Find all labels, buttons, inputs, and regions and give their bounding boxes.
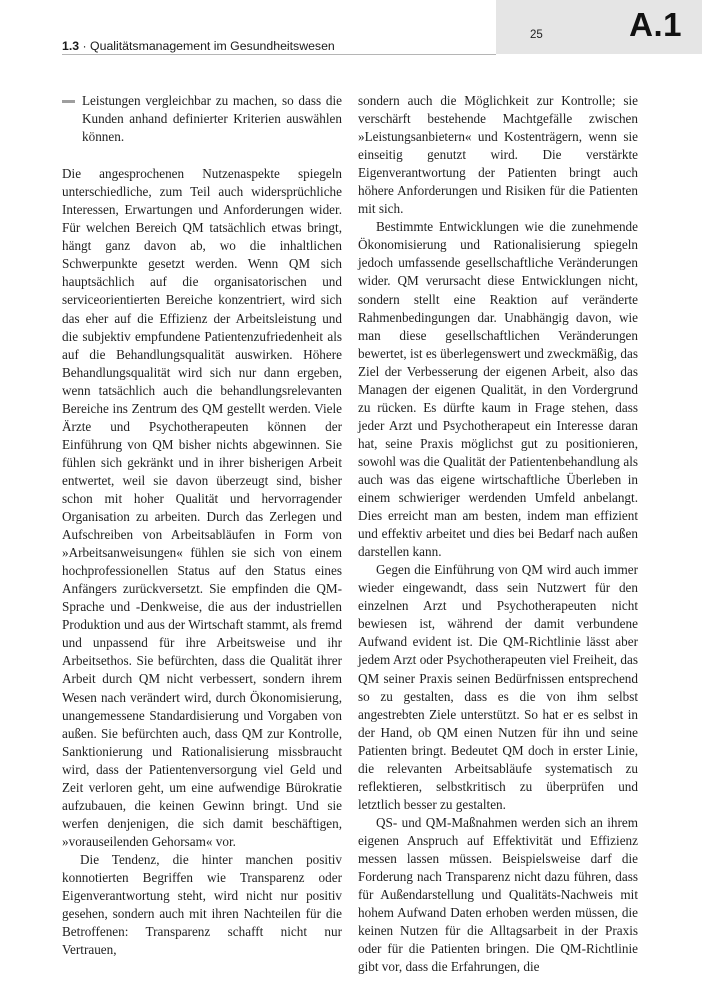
section-number: 1.3 xyxy=(62,39,80,53)
bullet-dash-icon xyxy=(62,100,75,103)
bullet-text: Leistungen vergleichbar zu machen, so dass die Kunden anhand definierter Kriterien auswählen können. xyxy=(82,93,342,145)
header-separator: · xyxy=(79,39,91,53)
page-number: 25 xyxy=(530,29,543,41)
body-paragraph: Die Tendenz, die hinter manchen positiv konnotierten Begriffen wie Transparenz oder Eigenverantwortung steht, wird nicht nur positiv gesehen, sondern auch mit ihren Nachteilen für die Betroffenen: Transparenz schafft nicht nur Vertrauen, xyxy=(62,851,342,958)
body-paragraph: QS- und QM-Maßnahmen werden sich an ihrem eigenen Anspruch auf Effektivität und Effizienz messen lassen müssen. Beispielsweise darf die Forderung nach Transparenz nicht dazu führen, dass für Außendarstellung und Qualitäts-Nachweis mit hohem Aufwand Daten erhoben werden müssen, die keinen Nutzen für die Alltagsarbeit in der Praxis oder für die Patienten bringen. Die QM-Richtlinie gibt vor, dass die Erfahrungen, die xyxy=(358,814,638,975)
section-heading xyxy=(62,39,335,53)
list-item xyxy=(62,92,342,146)
body-paragraph: Gegen die Einführung von QM wird auch immer wieder eingewandt, dass sein Nutzwert für den einzelnen Arzt und Psychotherapeuten nicht bewiesen ist, während der damit verbundene Aufwand evident ist. Die QM-Richtlinie lässt aber jedem Arzt oder Psychotherapeuten viel Freiheit, das QM seiner Praxis seinen Bedürfnissen entsprechend so zu gestalten, dass es die von ihm selbst angestrebten Ziele unterstützt. So hat er es selbst in der Hand, ob QM einen Nutzen für ihn und seine Patienten bringt. Bedeutet QM doch in erster Linie, die relevanten Arbeitsabläufe systematisch zu reflektieren, selbstkritisch zu überprüfen und letztlich besser zu gestalten. xyxy=(358,562,638,812)
body-paragraph: Bestimmte Entwicklungen wie die zunehmende Ökonomisierung und Rationalisierung spiegeln jedoch umfassende gesellschaftliche Veränderungen wider. QM verursacht diese Entwicklungen nicht, sondern stellt eine Reaktion auf veränderte Rahmenbedingungen dar. Unabhängig davon, wie man diese gesellschaftlichen Veränderungen bewertet, ist es überlegenswert und zweckmäßig, das Ziel der Verbesserung der eigenen Arbeit, also das Managen der eigenen Qualität, in den Vordergrund zu rücken. Es dürfte kaum in Frage stehen, dass jeder Arzt und Psychotherapeut ein Interesse daran hat, seine Praxis möglichst gut zu positionieren, sowohl was die Qualität der Patientenbehandlung als auch was das eigene wirtschaftliche Überleben in einem schwieriger werdenden Umfeld anbelangt. Dies erreicht man am besten, indem man effizient und effektiv arbeitet und dies bei Bedarf nach außen darstellen kann. xyxy=(358,219,638,560)
body-paragraph-continued: sondern auch die Möglichkeit zur Kontrolle; sie verschärft bestehende Machtgefälle zwischen »Leistungsanbietern« und Kostenträgern, wenn sie einseitig genutzt wird. Die verstärkte Eigenverantwortung der Patienten bringt auch höhere Anforderungen und Risiken für die Patienten mit sich. xyxy=(358,93,638,217)
section-title: Qualitätsmanagement im Gesundheitswesen xyxy=(90,39,335,53)
right-column xyxy=(358,92,638,976)
header-rule xyxy=(62,54,496,55)
chapter-label: A.1 xyxy=(629,6,682,43)
body-paragraph: Die angesprochenen Nutzenaspekte spiegeln unterschiedliche, zum Teil auch widersprüchliche Interessen, Erwartungen und Anforderungen wider. Für welchen Bereich QM tatsächlich etwas bringt, hängt ganz davon ab, wo die inhaltlichen Schwerpunkte gesetzt werden. Wenn QM sich hauptsächlich auf die organisatorischen und serviceorientierten Bereiche konzentriert, wird sich das eher auf die Effizienz der Arbeitsleistung und die subjektiv empfundene Patientenzufriedenheit als auf die Behandlungsqualität auswirken. Höhere Behandlungsqualität wird sich nur dann ergeben, wenn tatsächlich auch die behandlungsrelevanten Bereiche ins Zentrum des QM gestellt werden. Viele Ärzte und Psychotherapeuten können der Einführung von QM bisher nichts abgewinnen. Sie fühlen sich gekränkt und in ihrer bisherigen Arbeit entwertet, weil sie davon überzeugt sind, bisher schon mit hoher Qualität und hervorragender Organisation zu arbeiten. Durch das Zerlegen und Aufschreiben von Arbeitsabläufen in Form von »Arbeitsanweisungen« fühlen sie sich von einem hochprofessionellen Status auf den Status eines Anfängers zurückversetzt. Sie empfinden die QM-Sprache und -Denkweise, die aus der industriellen Produktion und aus der Wirtschaft stammt, als fremd und unpassend für ihre Arbeitsweise und ihr Arbeitsethos. Sie befürchten, dass die Qualität ihrer Arbeit durch QM nicht verbessert, sondern ihrem Wesen nach verändert wird, durch Ökonomisierung, unangemessene Standardisierung und Vorgaben von außen. Sie befürchten auch, dass QM zur Kontrolle, Sanktionierung und Rationalisierung missbraucht wird, dass der Patientenversorgung viel Geld und Zeit verloren geht, um eine aufwendige Bürokratie aufzubauen, die keinen Gewinn bringt. Und sie werfen denjenigen, die sich damit beschäftigen, »vorauseilenden Gehorsam« vor. xyxy=(62,166,342,849)
left-column xyxy=(62,92,342,959)
